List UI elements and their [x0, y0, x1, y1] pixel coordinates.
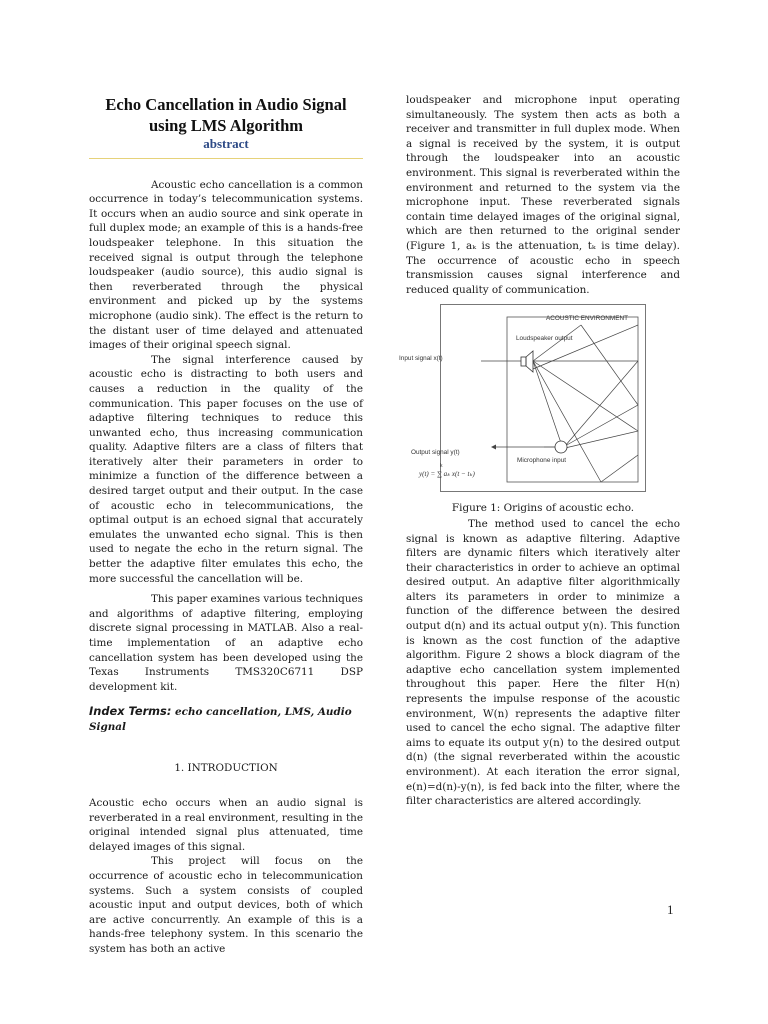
loudspeaker-body [521, 357, 526, 366]
abstract-paragraph-3: This paper examines various techniques and algorithms of adaptive filtering, employing discrete signal processing in MATLAB. Also a real-time implementation of an adaptive echo cancellation system has been developed using the Texas Instruments TMS320C6711 DSP development kit. [89, 593, 363, 693]
label-microphone-input: Microphone input [517, 457, 567, 465]
label-output-signal: Output signal y(t) [411, 449, 460, 457]
loudspeaker-cone [526, 351, 533, 372]
index-terms-label: Index Terms: [89, 704, 172, 719]
equation-index: k [440, 463, 443, 470]
equation: y(t) = ∑ aₖ x(t − tₖ) [419, 470, 475, 479]
abstract-paragraph-1: Acoustic echo cancellation is a common occurrence in today’s telecommunication systems. It occurs when an audio source and sink operate in full duplex mode; an example of this is a hands-free loudspeaker telephone. In this situation the received signal is output through the telephone loudspeaker (audio source), this audio signal is then reverberated through the physical environment and picked up by the systems microphone (audio sink). The effect is the return to the distant user of time delayed and attenuated images of their original speech signal. [89, 178, 363, 352]
paper-title: Echo Cancellation in Audio Signal using LMS Algorithm [105, 95, 347, 135]
page-number: 1 [667, 902, 674, 917]
intro-paragraph-1: Acoustic echo occurs when an audio signal is reverberated in a real environment, resulting in the original intended signal plus attenuated, time delayed images of this signal. [89, 796, 363, 853]
abstract-heading: abstract [89, 137, 363, 159]
index-terms-list: echo cancellation, LMS, Audio Signal [89, 706, 352, 734]
label-input-signal: Input signal x(t) [399, 355, 443, 363]
intro-paragraph-3: loudspeaker and microphone input operating simultaneously. The system then acts as both a receiver and transmitter in full duplex mode. When a signal is received by the system, it is output through the loudspeaker into an acoustic environment. This signal is reverberated within the environment and returned to the system via the microphone input. These reverberated signals contain time delayed images of the original signal, which are then returned to the original sender (Figure 1, aₖ is the attenuation, tₖ is time delay). The occurrence of acoustic echo in speech transmission causes signal interference and reduced quality of communication. [406, 94, 680, 296]
adaptive-filter-paragraph: The method used to cancel the echo signal is known as adaptive filtering. Adaptive filters are dynamic filters which iteratively alter their characteristics in order to achieve an optimal desired output. An adaptive filter algorithmically alters its parameters in order to minimize a function of the difference between the desired output d(n) and its actual output y(n). This function is known as the cost function of the adaptive algorithm. Figure 2 shows a block diagram of the adaptive echo cancellation system implemented throughout this paper. Here the filter H(n) represents the impulse response of the acoustic environment, W(n) represents the adaptive filter used to cancel the echo signal. The adaptive filter aims to equate its output y(n) to the desired output d(n) (the signal reverberated within the acoustic environment). At each iteration the error signal, e(n)=d(n)-y(n), is fed back into the filter, where the filter characteristics are altered accordingly. [406, 517, 680, 808]
right-column [399, 93, 680, 809]
output-arrow [491, 445, 496, 450]
microphone [555, 441, 567, 453]
label-acoustic-environment: ACOUSTIC ENVIRONMENT [546, 315, 629, 323]
index-terms [89, 704, 363, 735]
figure-acoustic-echo [399, 304, 646, 492]
left-column [89, 94, 363, 957]
abstract-paragraph-2: The signal interference caused by acoustic echo is distracting to both users and causes a reduction in the quality of the communication. This paper focuses on the use of adaptive filtering techniques to reduce this unwanted echo, thus increasing communication quality. Adaptive filters are a class of filters that iteratively alter their parameters in order to minimize a function of the difference between a desired target output and their output. In the case of acoustic echo in telecommunications, the optimal output is an echoed signal that accurately emulates the unwanted echo signal. This is then used to negate the echo in the return signal. The better the adaptive filter emulates this echo, the more successful the cancellation will be. [89, 353, 363, 585]
figure-caption: Figure 1: Origins of acoustic echo. [451, 502, 635, 515]
label-loudspeaker-output: Loudspeaker output [516, 335, 573, 343]
introduction-heading: 1. INTRODUCTION [174, 762, 278, 775]
intro-paragraph-2: This project will focus on the occurrence of acoustic echo in telecommunication systems. Such a system consists of coupled acoustic input and output devices, both of which are active concurrently. An example of this is a hands-free telephony system. In this scenario the system has both an active [89, 855, 363, 955]
